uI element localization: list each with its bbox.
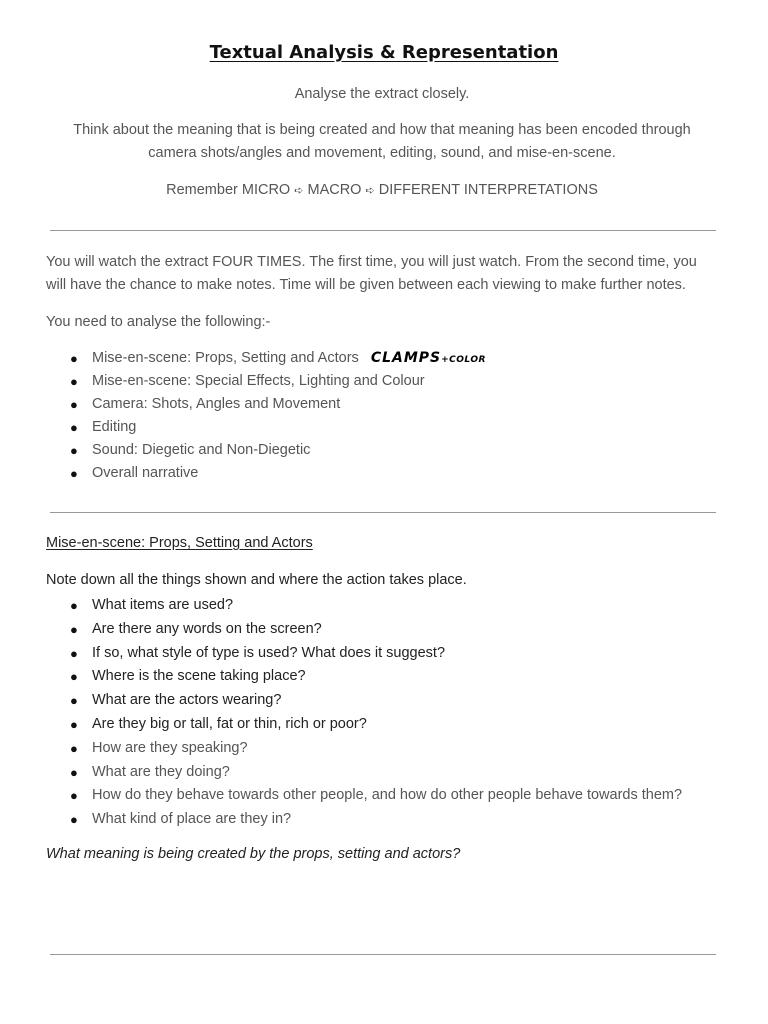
list-item: [46, 347, 718, 370]
question-label: How are they speaking?: [92, 739, 248, 756]
list-item: [46, 784, 718, 808]
bullet-icon: ●: [70, 621, 78, 637]
page-title: Textual Analysis & Representation: [209, 42, 559, 63]
intro-line-1: Analyse the extract closely.: [294, 86, 470, 102]
question-label: If so, what style of type is used? What does it suggest?: [92, 644, 446, 661]
list-item: [46, 713, 718, 737]
list-item-label: Editing: [92, 419, 137, 435]
list-item-label: Sound: Diegetic and Non-Diegetic: [92, 442, 311, 458]
bullet-icon: ●: [70, 397, 78, 412]
divider: [50, 954, 716, 955]
question-label: What kind of place are they in?: [92, 811, 292, 828]
list-item: [46, 642, 718, 666]
list-item: [46, 761, 718, 785]
instructions-lead: You need to analyse the following:-: [46, 314, 271, 330]
list-item: [46, 393, 718, 416]
list-item: [46, 439, 718, 462]
list-item: [46, 462, 718, 485]
list-item: [46, 737, 718, 761]
question-list: [46, 594, 718, 832]
question-label: What are they doing?: [92, 763, 230, 780]
divider: [50, 230, 716, 231]
list-item: [46, 689, 718, 713]
intro-line-2: Think about the meaning that is being created and how that meaning has been encoded through camera shots/angles and movement, editing, sound, and mise-en-scene.: [73, 122, 691, 161]
list-item-label: Overall narrative: [92, 465, 199, 481]
bullet-icon: ●: [70, 788, 78, 804]
list-item-label: Mise-en-scene: Props, Setting and Actors: [92, 350, 359, 366]
remember-line: [48, 179, 716, 203]
question-label: Are they big or tall, fat or thin, rich or poor?: [92, 715, 367, 732]
bullet-icon: ●: [70, 669, 78, 685]
question-label: Where is the scene taking place?: [92, 668, 306, 685]
list-item: [46, 665, 718, 689]
bullet-icon: ●: [70, 443, 78, 458]
bullet-icon: ●: [70, 420, 78, 435]
list-item: [46, 618, 718, 642]
list-item-label: Camera: Shots, Angles and Movement: [92, 396, 341, 412]
question-label: How do they behave towards other people, and how do other people behave towards them?: [92, 787, 683, 804]
question-label: What are the actors wearing?: [92, 692, 282, 709]
arrow-icon: ➪: [294, 185, 304, 197]
list-item: [46, 808, 718, 832]
list-item: [46, 594, 718, 618]
question-label: Are there any words on the screen?: [92, 620, 322, 637]
list-item: [46, 370, 718, 393]
question-label: What items are used?: [92, 597, 234, 613]
list-item-label: Mise-en-scene: Special Effects, Lighting and Colour: [92, 373, 425, 389]
analysis-list: [46, 347, 718, 485]
remember-prefix: Remember MICRO: [166, 182, 291, 198]
remember-suffix: DIFFERENT INTERPRETATIONS: [378, 182, 598, 198]
bullet-icon: ●: [70, 812, 78, 828]
bullet-icon: ●: [70, 598, 78, 613]
bullet-icon: ●: [70, 374, 78, 389]
bullet-icon: ●: [70, 740, 78, 756]
handwritten-note-main: CLAMPS: [370, 350, 442, 366]
bullet-icon: ●: [70, 716, 78, 732]
section-note: Note down all the things shown and where the action takes place.: [46, 572, 467, 588]
bullet-icon: ●: [70, 693, 78, 709]
bullet-icon: ●: [70, 351, 78, 366]
handwritten-note-extra: +COLOR: [441, 355, 486, 365]
divider: [50, 512, 716, 513]
list-item: [46, 416, 718, 439]
bullet-icon: ●: [70, 466, 78, 481]
bullet-icon: ●: [70, 764, 78, 780]
closing-question: What meaning is being created by the props, setting and actors?: [46, 846, 461, 862]
instructions-paragraph: You will watch the extract FOUR TIMES. The first time, you will just watch. From the second time, you will have the chance to make notes. Time will be given between each viewing to make further notes.: [46, 254, 697, 293]
remember-mid: MACRO: [307, 182, 362, 198]
arrow-icon: ➪: [365, 185, 375, 197]
bullet-icon: ●: [70, 645, 78, 661]
handwritten-note: [371, 350, 486, 366]
section-heading: Mise-en-scene: Props, Setting and Actors: [46, 535, 313, 551]
